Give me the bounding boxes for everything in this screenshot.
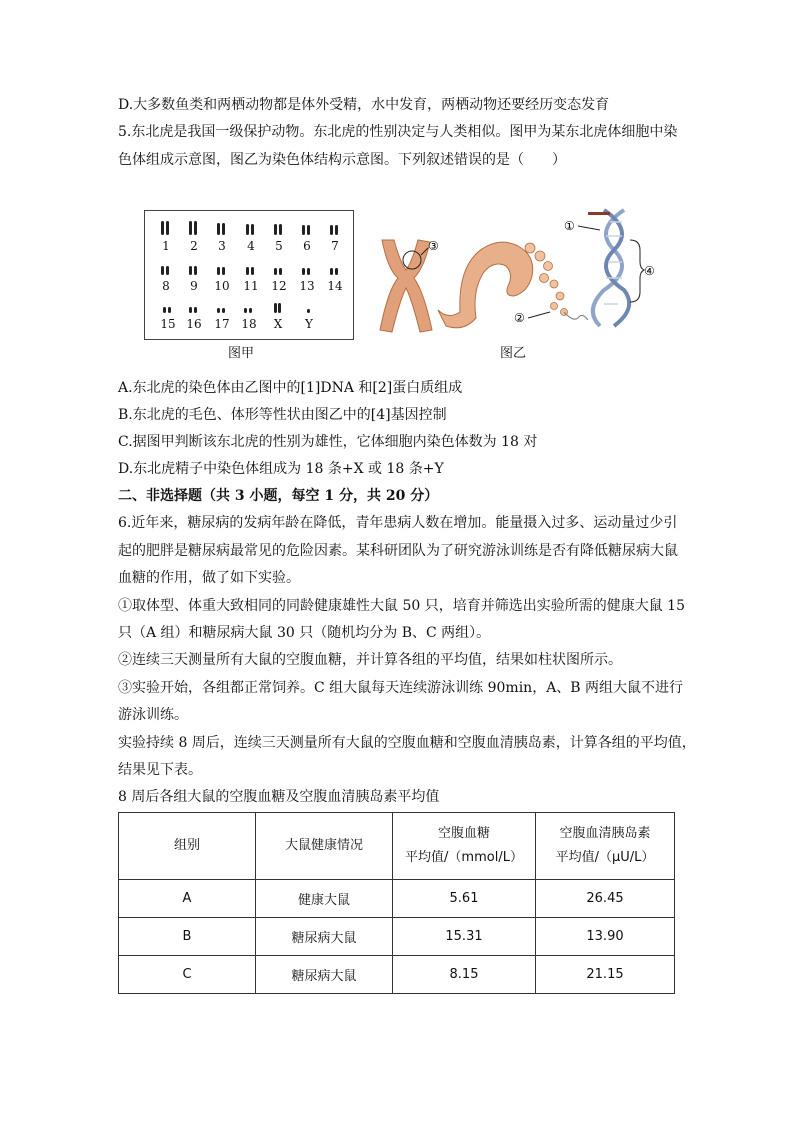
chromosome-pair: 14 <box>322 261 348 293</box>
chromosome-pair: 12 <box>266 261 292 293</box>
cell-glucose: 5.61 <box>393 880 536 918</box>
option-a: A.东北虎的染色体由乙图中的[1]DNA 和[2]蛋白质组成 <box>118 380 463 396</box>
question-6-line3: 血糖的作用，做了如下实验。 <box>118 570 300 586</box>
header-group: 组别 <box>119 813 256 880</box>
chromosome-pair: 13 <box>294 261 320 293</box>
karyotype-figure <box>144 210 354 340</box>
chromosome-x: X <box>265 299 291 331</box>
step-2: ②连续三天测量所有大鼠的空腹血糖，并计算各组的平均值，结果如柱状图所示。 <box>118 652 622 668</box>
chromosome-pair: 8 <box>153 261 179 293</box>
cell-group: B <box>119 918 256 956</box>
results-table <box>118 812 675 994</box>
karyotype-row-1 <box>145 221 353 261</box>
chromosome-pair: 11 <box>238 261 264 293</box>
header-insulin: 空腹血清胰岛素 平均值/（μU/L） <box>536 813 675 880</box>
option-d: D.东北虎精子中染色体组成为 18 条+X 或 18 条+Y <box>118 461 444 477</box>
question-6-line1: 6.近年来，糖尿病的发病年龄在降低，青年患病人数在增加。能量摄入过多、运动量过少引 <box>118 515 678 531</box>
chromosome-pair: 17 <box>209 299 235 331</box>
cell-glucose: 15.31 <box>393 918 536 956</box>
cell-insulin: 26.45 <box>536 880 675 918</box>
step-1-line2: 只（A 组）和糖尿病大鼠 30 只（随机均分为 B、C 两组）。 <box>118 625 491 641</box>
header-glucose: 空腹血糖 平均值/（mmol/L） <box>393 813 536 880</box>
chromosome-pair: 3 <box>209 221 235 253</box>
figure-jia-caption: 图甲 <box>228 346 255 361</box>
cell-health: 糖尿病大鼠 <box>256 956 393 994</box>
question-6-line2: 起的肥胖是糖尿病最常见的危险因素。某科研团队为了研究游泳训练是否有降低糖尿病大鼠 <box>118 543 678 559</box>
table-title: 8 周后各组大鼠的空腹血糖及空腹血清胰岛素平均值 <box>118 789 440 805</box>
label-4: ④ <box>644 264 655 278</box>
cell-health: 健康大鼠 <box>256 880 393 918</box>
section-heading: 二、非选择题（共 3 小题，每空 1 分，共 20 分） <box>118 488 439 504</box>
cell-group: C <box>119 956 256 994</box>
dna-double-helix <box>593 210 629 326</box>
cell-health: 糖尿病大鼠 <box>256 918 393 956</box>
chromosome-pair: 4 <box>238 221 264 253</box>
cell-group: A <box>119 880 256 918</box>
label-1: ① <box>564 219 575 233</box>
table-header-row <box>119 813 675 880</box>
table-row <box>119 880 675 918</box>
continuation-line2: 结果见下表。 <box>118 762 202 778</box>
chromosome-pair: 7 <box>322 221 348 253</box>
chromosome-pair: 10 <box>209 261 235 293</box>
chromosome-pair: 9 <box>181 261 207 293</box>
header-health: 大鼠健康情况 <box>256 813 393 880</box>
label-3: ③ <box>428 239 439 253</box>
gene-bracket <box>630 240 644 302</box>
karyotype-row-3 <box>145 299 353 339</box>
cell-insulin: 13.90 <box>536 918 675 956</box>
chromosome-pair: 16 <box>181 299 207 331</box>
cell-glucose: 8.15 <box>393 956 536 994</box>
label-2: ② <box>514 311 525 325</box>
question-5-stem-line2: 色体组成示意图，图乙为染色体结构示意图。下列叙述错误的是（ ） <box>118 152 566 168</box>
helix-end-marker <box>588 212 610 215</box>
chromosome-y: Y <box>296 299 322 331</box>
chromosome-pair: 15 <box>155 299 181 331</box>
table-row <box>119 956 675 994</box>
option-b: B.东北虎的毛色、体形等性状由图乙中的[4]基因控制 <box>118 407 447 423</box>
chromosome-structure-figure <box>368 200 668 340</box>
cell-insulin: 21.15 <box>536 956 675 994</box>
option-d-previous: D.大多数鱼类和两栖动物都是体外受精，水中发育，两栖动物还要经历变态发育 <box>118 97 610 113</box>
chromosome-pair: 18 <box>236 299 262 331</box>
chromosome-pair: 5 <box>266 221 292 253</box>
step-3-line2: 游泳训练。 <box>118 707 188 723</box>
question-5-stem-line1: 5.东北虎是我国一级保护动物。东北虎的性别决定与人类相似。图甲为某东北虎体细胞中染 <box>118 124 678 140</box>
chromosome-pair: 1 <box>153 221 179 253</box>
step-1-line1: ①取体型、体重大致相同的同龄健康雄性大鼠 50 只，培育并筛选出实验所需的健康大鼠 15 <box>118 598 685 614</box>
table-row <box>119 918 675 956</box>
chromosome-pair: 6 <box>294 221 320 253</box>
figure-yi-caption: 图乙 <box>500 346 527 361</box>
karyotype-row-2 <box>145 261 353 301</box>
step-3-line1: ③实验开始，各组都正常饲养。C 组大鼠每天连续游泳训练 90min，A、B 两组大鼠不进行 <box>118 680 684 696</box>
chromosome-pair: 2 <box>181 221 207 253</box>
option-c: C.据图甲判断该东北虎的性别为雄性，它体细胞内染色体数为 18 对 <box>118 434 538 450</box>
continuation-line1: 实验持续 8 周后，连续三天测量所有大鼠的空腹血糖和空腹血清胰岛素，计算各组的平均值， <box>118 735 696 751</box>
